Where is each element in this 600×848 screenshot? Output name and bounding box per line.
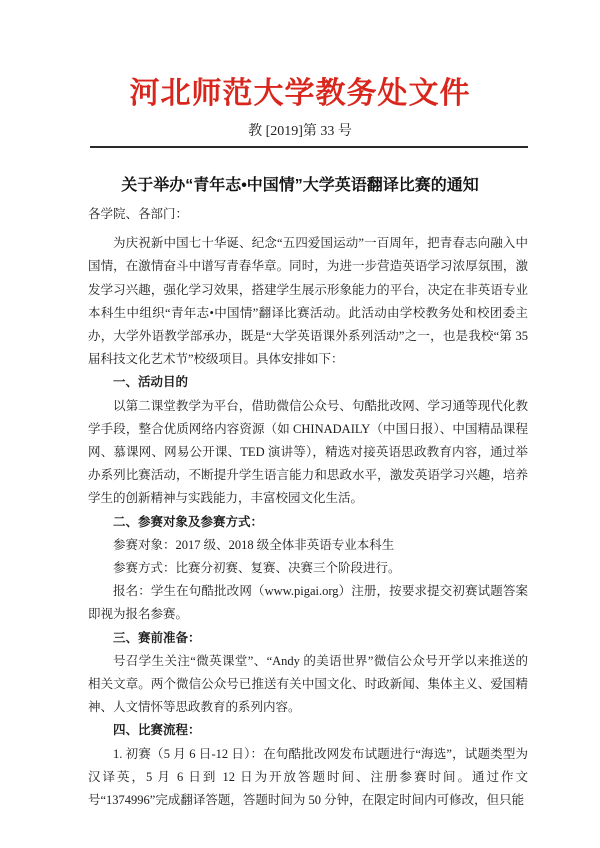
section-heading: 三、赛前准备： (113, 630, 201, 645)
paragraph: 以第二课堂教学为平台，借助微信公众号、句酷批改网、学习通等现代化教学手段，整合优质网络内容资源（如 CHINADAILY（中国日报）、中国精品课程网、慕课网、网易公开课、TED 演讲等），精选对接英语思政教育内容，通过举办系列比赛活动，不断提升学生语言能力和思政水平，激发英语学习兴趣，培养学生的创新精神与实践能力，丰富校园文化生活。 (88, 398, 528, 506)
paragraph: 1. 初赛（5 月 6 日-12 日）：在句酷批改网发布试题进行“海选”，试题类型为汉译英，5 月 6 日到 12 日为开放答题时间、注册参赛时间。通过作文号“1374996”完成翻译答题，答题时间为 50 分钟，在限定时间内可修改，但只能 (88, 746, 528, 808)
section-heading: 一、活动目的 (113, 375, 189, 390)
section-heading: 二、参赛对象及参赛方式： (113, 514, 264, 529)
section-heading: 四、比赛流程： (113, 723, 201, 738)
paragraph: 参赛对象：2017 级、2018 级全体非英语专业本科生 (113, 537, 395, 552)
paragraph: 为庆祝新中国七十华诞、纪念“五四爱国运动”一百周年，把青春志向融入中国情，在激情奋斗中谱写青春华章。同时，为进一步营造英语学习浓厚氛围，激发学习兴趣，强化学习效果，搭建学生展示形象能力的平台，决定在非英语专业本科生中组织“青年志•中国情”翻译比赛活动。此活动由学校教务处和校团委主办，大学外语教学部承办，既是“大学英语课外系列活动”之一，也是我校“第 35 届科技文化艺术节”校级项目。具体安排如下： (88, 236, 528, 367)
salutation: 各学院、各部门： (88, 207, 189, 221)
document-title: 关于举办“青年志•中国情”大学英语翻译比赛的通知 (121, 177, 479, 194)
document-body (88, 232, 528, 812)
paragraph: 参赛方式：比赛分初赛、复赛、决赛三个阶段进行。 (113, 561, 401, 576)
document-number: 教 [2019]第 33 号 (248, 124, 352, 139)
paragraph: 号召学生关注“微英课堂”、“Andy 的美语世界”微信公众号开学以来推送的相关文章。两个微信公众号已推送有关中国文化、时政新闻、集体主义、爱国精神、人文情怀等思政教育的系列内容。 (88, 653, 528, 715)
paragraph: 报名：学生在句酷批改网（www.pigai.org）注册，按要求提交初赛试题答案即视为报名参赛。 (88, 584, 528, 622)
header-divider-line (90, 146, 528, 148)
document-header-title: 河北师范大学教务处文件 (129, 77, 471, 110)
